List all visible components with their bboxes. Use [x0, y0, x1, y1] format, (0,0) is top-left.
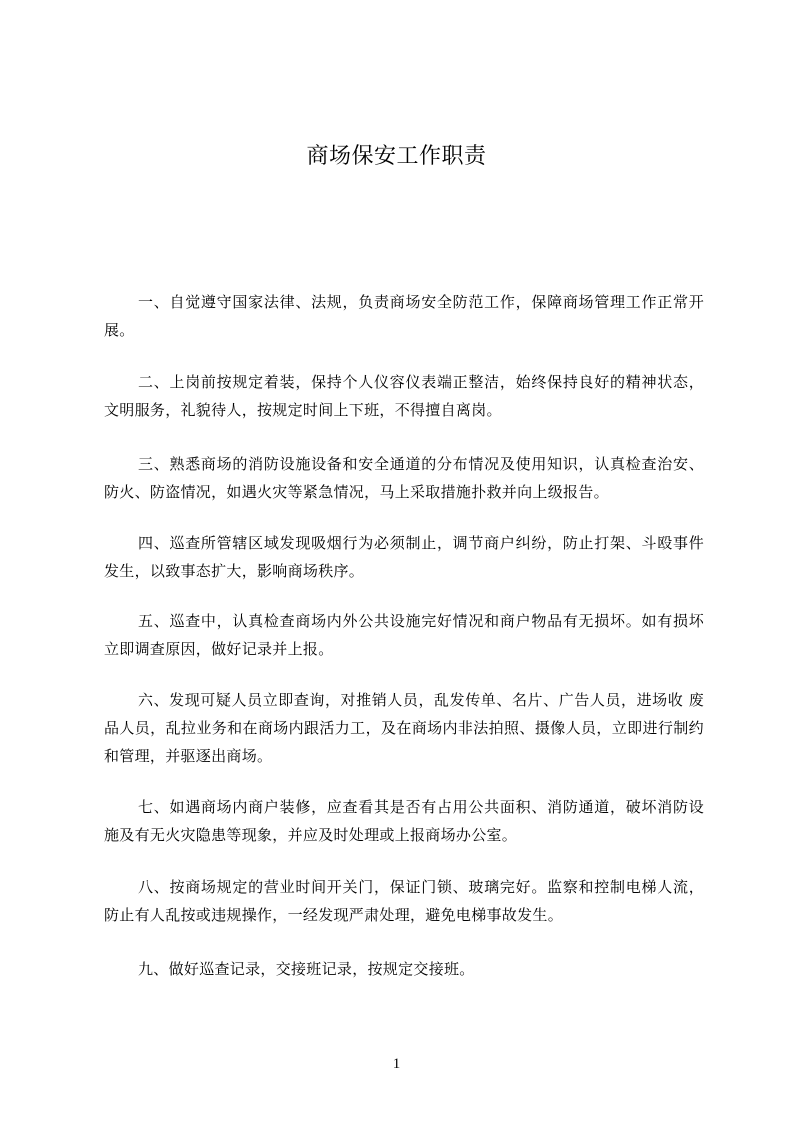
- paragraph-6: 六、发现可疑人员立即查询，对推销人员，乱发传单、名片、广告人员，进场收 废品人员，乱拉业务和在商场内跟活力工，及在商场内非法拍照、摄像人员，立即进行制约和管理，并驱逐出商场。: [104, 691, 704, 765]
- paragraph-2: 二、上岗前按规定着装，保持个人仪容仪表端正整洁，始终保持良好的精神状态，文明服务，礼貌待人，按规定时间上下班，不得擅自离岗。: [104, 373, 704, 419]
- paragraph-9: 九、做好巡查记录，交接班记录，按规定交接班。: [138, 960, 475, 978]
- paragraph-3: 三、熟悉商场的消防设施设备和安全通道的分布情况及使用知识，认真检查治安、防火、防盗情况，如遇火灾等紧急情况，马上采取措施扑救并向上级报告。: [104, 455, 704, 501]
- page-number: 1: [392, 1056, 401, 1072]
- paragraph-1: 一、自觉遵守国家法律、法规，负责商场安全防范工作，保障商场管理工作正常开展。: [104, 293, 704, 339]
- paragraph-4: 四、巡查所管辖区域发现吸烟行为必须制止，调节商户纠纷，防止打架、斗殴事件发生，以致事态扩大，影响商场秩序。: [104, 534, 704, 580]
- paragraph-8: 八、按商场规定的营业时间开关门，保证门锁、玻璃完好。监察和控制电梯人流，防止有人乱按或违规操作，一经发现严肃处理，避免电梯事故发生。: [104, 878, 704, 924]
- paragraph-5: 五、巡查中，认真检查商场内外公共设施完好情况和商户物品有无损坏。如有损坏立即调查原因，做好记录并上报。: [104, 612, 704, 658]
- paragraph-7: 七、如遇商场内商户装修，应查看其是否有占用公共面积、消防通道，破坏消防设施及有无火灾隐患等现象，并应及时处理或上报商场办公室。: [104, 798, 704, 844]
- document-title: 商场保安工作职责: [306, 144, 487, 169]
